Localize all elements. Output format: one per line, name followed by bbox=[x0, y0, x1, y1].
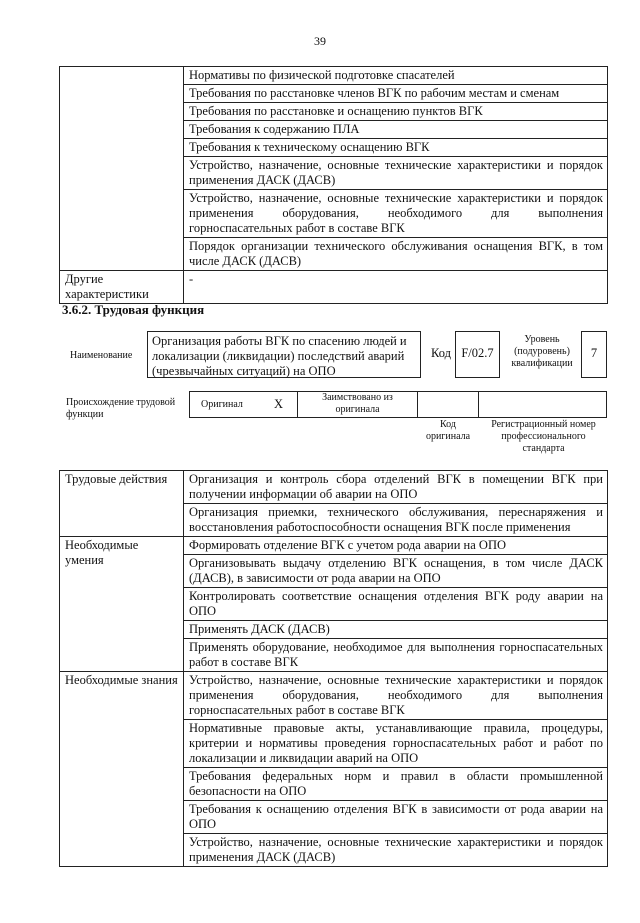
skill-item: Применять ДАСК (ДАСВ) bbox=[184, 621, 608, 639]
origin-divider bbox=[417, 391, 418, 418]
other-characteristics-value: - bbox=[184, 271, 608, 304]
knowledge-item: Устройство, назначение, основные технические характеристики и порядок применения ДАСК (ДАСВ) bbox=[184, 157, 608, 190]
origin-divider bbox=[478, 391, 479, 418]
registration-number-caption: Регистрационный номер профессионального стандарта bbox=[491, 419, 596, 454]
labor-action-item: Организация и контроль сбора отделений ВГК в помещении ВГК при получении информации об аварии на ОПО bbox=[184, 471, 608, 504]
knowledge-label: Необходимые знания bbox=[60, 672, 184, 867]
function-name-box: Организация работы ВГК по спасению людей и локализации (ликвидации) последствий аварий (чрезвычайных ситуаций) на ОПО bbox=[147, 331, 421, 378]
other-characteristics-label: Другие характеристики bbox=[60, 271, 184, 304]
knowledge-item: Устройство, назначение, основные технические характеристики и порядок применения ДАСК (ДАСВ) bbox=[184, 834, 608, 867]
skill-item: Контролировать соответствие оснащения отделения ВГК роду аварии на ОПО bbox=[184, 588, 608, 621]
skill-item: Формировать отделение ВГК с учетом рода аварии на ОПО bbox=[184, 537, 608, 555]
knowledge-item: Требования по расстановке членов ВГК по рабочим местам и сменам bbox=[184, 85, 608, 103]
labor-action-item: Организация приемки, технического обслуживания, переснаряжения и восстановления работоспособности оснащения ВГК после применения bbox=[184, 504, 608, 537]
origin-divider bbox=[297, 391, 298, 418]
knowledge-item: Требования к техническому оснащению ВГК bbox=[184, 139, 608, 157]
labor-function-table bbox=[59, 470, 608, 867]
knowledge-item: Требования федеральных норм и правил в области промышленной безопасности на ОПО bbox=[184, 768, 608, 801]
borrowed-label: Заимствовано из оригинала bbox=[322, 392, 393, 415]
origin-label: Происхождение трудовой функции bbox=[66, 397, 176, 420]
empty-label-cell bbox=[60, 67, 184, 271]
skill-item: Организовывать выдачу отделению ВГК оснащения, в том числе ДАСК (ДАСВ), в зависимости от рода аварии на ОПО bbox=[184, 555, 608, 588]
knowledge-item: Нормативы по физической подготовке спасателей bbox=[184, 67, 608, 85]
code-original-caption: Код оригинала bbox=[425, 419, 471, 442]
knowledge-item: Устройство, назначение, основные технические характеристики и порядок применения оборудования, необходимого для выполнения горноспасательных работ в составе ВГК bbox=[184, 672, 608, 720]
knowledge-item: Нормативные правовые акты, устанавливающие правила, процедуры, критерии и нормативы проведения горноспасательных работ и работ по локализации и ликвидации аварий на ОПО bbox=[184, 720, 608, 768]
name-label: Наименование bbox=[70, 350, 133, 361]
code-label: Код bbox=[431, 346, 451, 360]
knowledge-item: Порядок организации технического обслуживания оснащения ВГК, в том числе ДАСК (ДАСВ) bbox=[184, 238, 608, 271]
knowledge-item: Устройство, назначение, основные технические характеристики и порядок применения оборудования, необходимого для выполнения горноспасательных работ в составе ВГК bbox=[184, 190, 608, 238]
knowledge-item: Требования к содержанию ПЛА bbox=[184, 121, 608, 139]
skill-item: Применять оборудование, необходимое для выполнения горноспасательных работ в составе ВГК bbox=[184, 639, 608, 672]
knowledge-item: Требования по расстановке и оснащению пунктов ВГК bbox=[184, 103, 608, 121]
function-code-box: F/02.7 bbox=[455, 331, 500, 378]
level-label: Уровень (подуровень) квалификации bbox=[511, 334, 573, 369]
knowledge-continuation-table bbox=[59, 66, 608, 304]
level-value-box: 7 bbox=[581, 331, 607, 378]
original-mark: X bbox=[274, 397, 284, 411]
section-title: 3.6.2. Трудовая функция bbox=[62, 302, 205, 317]
skills-label: Необходимые умения bbox=[60, 537, 184, 672]
page-number: 39 bbox=[314, 34, 326, 48]
knowledge-item: Требования к оснащению отделения ВГК в зависимости от рода аварии на ОПО bbox=[184, 801, 608, 834]
labor-actions-label: Трудовые действия bbox=[60, 471, 184, 537]
original-label: Оригинал bbox=[201, 399, 243, 410]
